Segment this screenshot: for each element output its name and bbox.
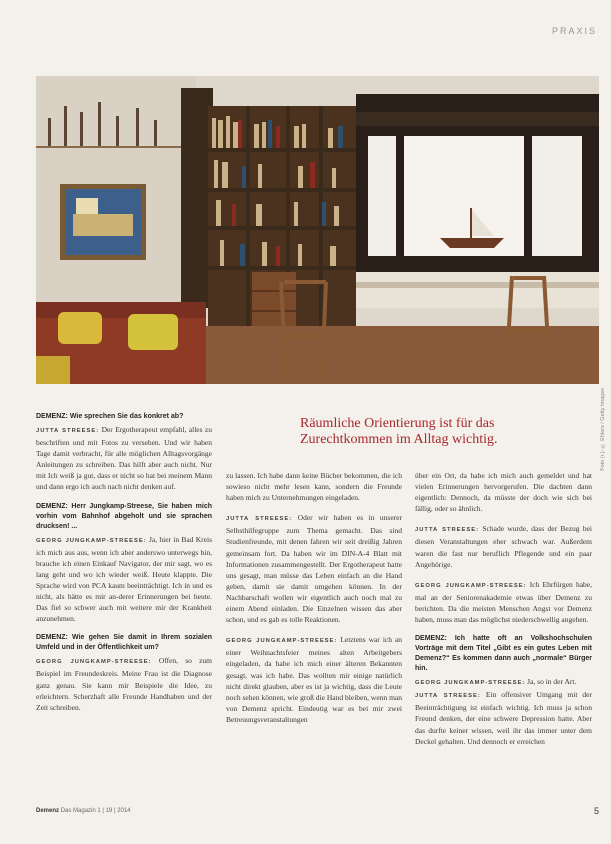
page-number: 5 — [593, 806, 599, 816]
text-column-1 — [36, 412, 212, 722]
answer-text: Oder wir haben es in unserer Selbsthilfegruppe zum Thema gemacht. Das sind Studienfreunde, mit denen fahren wir seit dreißig Jahren gemeinsam fort. Da haben wir im DIN-A-4 Blatt mit Informationen zusammengestellt. Der Ergotherapeut hatte uns gesagt, man müsse das Leben einfach an die Hand geben, damit sie damit umgehen können. In der Nachbarschaft wollen wir eigentlich auch noch mal zu einem Abend einladen. Die Einzelnen wissen das aber schon, und es gab es tolle Reaktionen. — [226, 513, 402, 625]
speaker-label: GEORG JUNGKAMP-STREESE: — [415, 582, 527, 589]
living-room-illustration — [36, 76, 599, 384]
speaker-label: GEORG JUNGKAMP-STREESE: — [415, 680, 526, 687]
speaker-label: JUTTA STREESE: — [415, 527, 480, 534]
speaker-label: GEORG JUNGKAMP-STREESE: — [36, 659, 152, 666]
pull-quote: Räumliche Orientierung ist für das Zurechtkommen im Alltag wichtig. — [300, 416, 498, 447]
publication-name: Demenz — [36, 808, 60, 814]
living-room-photo — [36, 76, 599, 384]
answer-paragraph — [415, 579, 592, 625]
text-column-2 — [226, 470, 402, 734]
answer-text: Ja, so in der Art. — [527, 677, 577, 687]
answer-text: Ja, hier in Bad Kreis ich mich aus aus, wenn ich aber anderswo unterwegs bin, brauche ich einen Einkauf Navigator, der mir sagt, wo es lang geht und wo ich wieder weiß. Heute klappte. Die Sprache wird von PCA kaum beeinträchtigt. Ich in und es nicht, als hätte es mir an-derer Erinnerungen bei heute. Das fiel so schwer auch mit weitere mir der Krankheit anzunehmen. — [36, 534, 212, 624]
answer-paragraph — [36, 424, 212, 493]
interview-question: DEMENZ: Wie sprechen Sie das konkret ab? — [36, 413, 184, 420]
speaker-label: JUTTA STREESE: — [226, 516, 293, 523]
answer-paragraph — [36, 655, 212, 712]
speaker-label: GEORG JUNGKAMP-STREESE: — [226, 638, 338, 645]
answer-paragraph — [415, 470, 592, 514]
answer-text: Der Ergotherapeut empfahl, alles zu beschriften und mit Fotos zu versehen. Und wir haben Tage damit verbracht, für alle möglichen Alltagsvorgänge Anleitungen zu schreiben. Das hilft aber auch nicht. Nur mit Ich weiß ja gut, dass er nicht so hat bei meinem Mann und dann ergo ich auch nach nicht denken auf. — [36, 425, 213, 492]
answer-paragraph — [415, 523, 592, 569]
speaker-label: GEORG JUNGKAMP-STREESE: — [36, 537, 147, 544]
interview-question: DEMENZ: Herr Jungkamp-Streese, Sie haben mich vorhin vom Bahnhof abgeholt und sie sprachen drucksen! ... — [36, 502, 212, 530]
answer-paragraph — [226, 634, 402, 725]
interview-question: DEMENZ: Wie gehen Sie damit in Ihrem sozialen Umfeld und in der Öffentlichkeit um? — [36, 634, 212, 652]
answer-paragraph — [226, 470, 402, 503]
answer-paragraph — [226, 512, 402, 625]
speaker-label: JUTTA STREESE: — [415, 693, 481, 700]
interview-question: DEMENZ: Ich hatte oft an Volkshochschulen Vorträge mit dem Titel „Gibt es ein gutes Leben mit Demenz?“ Es kommen dann auch „normale“ Bürger hin. — [415, 635, 592, 673]
section-label: PRAXIS — [551, 26, 597, 36]
answer-text: Schade wurde, dass der Bezug bei diesen Veranstaltungen eher schwach war. Außerdem waren die fast nur beruflich Pflegende und ein paar Angehörige. — [415, 524, 593, 569]
answer-text: Offen, so zum Beispiel im Freundeskreis. Meine Frau ist die Diagnose ganz genau. Sie kann mir Beispiele die Idee, zu erleichtern. Scherzhaft alle Freunde Handhaben und der Zeit schreiben. — [36, 656, 213, 712]
photo-credit: Foto (r.): © Ehlers / Getty Images — [600, 388, 606, 471]
answer-text: zu lassen. Ich habe dann keine Bücher bekommen, die ich sowieso nicht mehr lesen kann, sondern die Freunde haben mich zu Unternehmungen eingeladen. — [226, 471, 402, 503]
answer-paragraph — [36, 534, 212, 625]
answer-text: Ein offensiver Umgang mit der Beeinträchtigung ist einfach wichtig. Ich muss ja schon Freund denken, der eine schwere Depression hatte. Aber das durfte keiner wissen, weil ihr das immer unter dem Deckel gehalten. Und dennoch er erreichen — [415, 690, 593, 746]
text-column-3 — [415, 470, 592, 756]
issue-info: Das Magazin 1 | 19 | 2014 — [60, 808, 131, 814]
answer-text: Ich Ehrfürgen habe, mal an der Seniorenakademie etwas über Demenz zu berichten. Da die meisten Menschen Angst vor Demenz haben, muss man das möglichst niederschwellig angehen. — [415, 579, 592, 625]
answer-paragraph — [415, 676, 592, 747]
speaker-label: JUTTA STREESE: — [36, 428, 100, 434]
page-footer — [36, 808, 599, 814]
answer-text: über ein Ort, da habe ich mich auch gemeldet und hat vielen Erinnerungen hervorgerufen. Die dachten dann eigentlich: Dennoch, da müsste der doch wie sich bei fällig, oder so ähnlich. — [415, 471, 592, 514]
answer-text: Letztens war ich an einer Weihnachtsfeier meines alten Arbeitgebers eingeladen, da habe ich mich einer älteren Bekannten gesagt, was ich habe. Das wollten mir einige natürlich nicht direkt glauben, aber es ist ja wichtig, dass die Leute noch sehen können, wie groß die Hand bleiben, wenn man von Demenz spricht. Eindeutig war es bei mir zwei Betreuungsveranstaltungen — [226, 635, 402, 724]
